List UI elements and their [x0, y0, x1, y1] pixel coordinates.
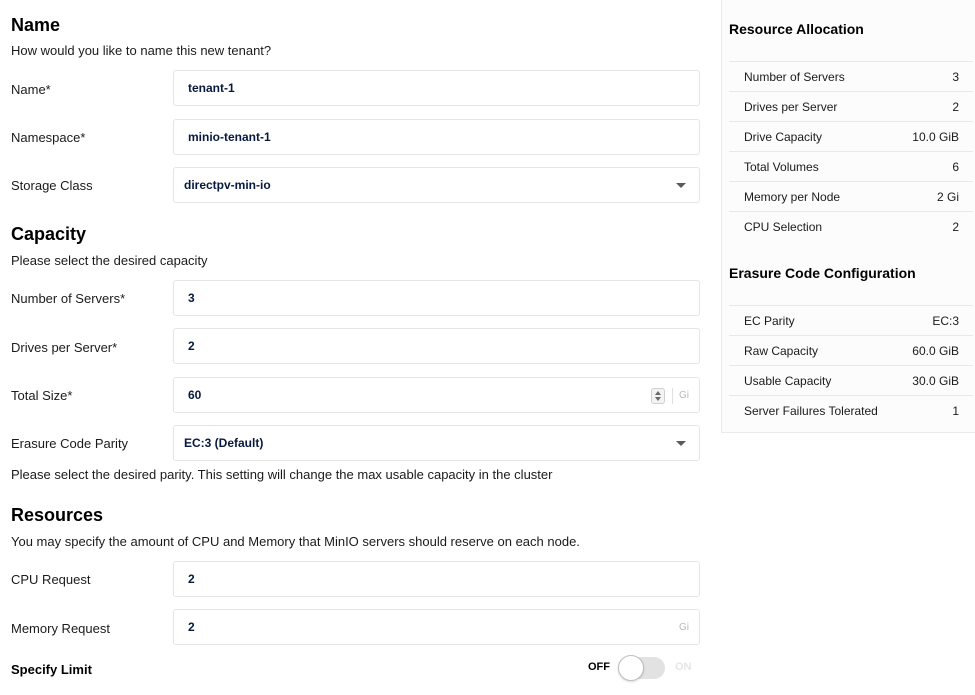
row-label: Number of Servers: [744, 69, 845, 84]
storage-class-label: Storage Class: [11, 178, 93, 193]
storage-class-select[interactable]: [173, 167, 700, 203]
row-value: 3: [952, 69, 959, 84]
row-label: EC Parity: [744, 313, 795, 328]
number-stepper-icon[interactable]: [651, 388, 665, 404]
chevron-down-icon: [676, 441, 686, 446]
row-label: Drives per Server: [744, 99, 838, 114]
total-size-input[interactable]: [173, 377, 700, 413]
memory-request-value: 2: [188, 620, 195, 634]
number-of-servers-input[interactable]: [173, 280, 700, 316]
row-value: 2: [952, 99, 959, 114]
row-value: 2 Gi: [936, 189, 959, 204]
row-label: CPU Selection: [744, 219, 823, 234]
table-row: [729, 91, 973, 121]
erasure-code-config-table: [729, 305, 973, 425]
table-row: [729, 335, 973, 365]
storage-class-value: directpv-min-io: [184, 178, 271, 192]
total-size-value: 60: [188, 388, 202, 402]
table-row: [729, 61, 973, 91]
cpu-request-value: 2: [188, 572, 195, 586]
memory-request-label: Memory Request: [11, 621, 110, 636]
summary-panel: [721, 0, 975, 433]
erasure-code-parity-label: Erasure Code Parity: [11, 436, 129, 451]
number-of-servers-label: Number of Servers*: [11, 291, 126, 306]
total-size-label: Total Size*: [11, 388, 73, 403]
unit-divider: [672, 388, 673, 404]
specify-limit-label: Specify Limit: [11, 662, 92, 677]
namespace-input-value: minio-tenant-1: [188, 130, 271, 144]
drives-per-server-input[interactable]: [173, 328, 700, 364]
total-size-unit: Gi: [679, 389, 689, 401]
row-label: Drive Capacity: [744, 129, 823, 144]
row-value: 2: [952, 219, 959, 234]
memory-request-unit: Gi: [679, 621, 689, 633]
resource-allocation-table: [729, 61, 973, 241]
name-section-title: Name: [11, 15, 61, 35]
table-row: [729, 305, 973, 335]
row-label: Server Failures Tolerated: [744, 403, 878, 418]
row-value: 6: [952, 159, 959, 174]
namespace-label: Namespace*: [11, 130, 86, 145]
toggle-on-label: ON: [675, 661, 692, 673]
row-label: Memory per Node: [744, 189, 841, 204]
memory-request-input[interactable]: [173, 609, 700, 645]
table-row: [729, 151, 973, 181]
toggle-knob[interactable]: [618, 655, 644, 681]
capacity-section-title: Capacity: [11, 224, 87, 244]
name-label: Name*: [11, 82, 51, 97]
row-value: 30.0 GiB: [912, 373, 959, 388]
row-label: Raw Capacity: [744, 343, 819, 358]
row-value: 10.0 GiB: [912, 129, 959, 144]
resource-allocation-title: Resource Allocation: [729, 21, 864, 37]
resources-section-description: You may specify the amount of CPU and Memory that MinIO servers should reserve on each node.: [11, 534, 580, 549]
table-row: [729, 395, 973, 425]
table-row: [729, 211, 973, 241]
number-of-servers-value: 3: [188, 291, 195, 305]
name-section-description: How would you like to name this new tenant?: [11, 43, 272, 58]
table-row: [729, 181, 973, 211]
row-label: Total Volumes: [744, 159, 819, 174]
drives-per-server-label: Drives per Server*: [11, 340, 118, 355]
name-input-value: tenant-1: [188, 81, 235, 95]
resources-section-title: Resources: [11, 505, 104, 525]
erasure-code-parity-value: EC:3 (Default): [184, 436, 264, 450]
cpu-request-label: CPU Request: [11, 572, 91, 587]
table-row: [729, 365, 973, 395]
chevron-down-icon: [676, 183, 686, 188]
cpu-request-input[interactable]: [173, 561, 700, 597]
parity-help-text: Please select the desired parity. This setting will change the max usable capacity in the cluster: [11, 467, 553, 482]
row-value: EC:3: [932, 313, 959, 328]
toggle-off-label: OFF: [588, 661, 610, 673]
name-input[interactable]: [173, 70, 700, 106]
row-label: Usable Capacity: [744, 373, 832, 388]
namespace-input[interactable]: [173, 119, 700, 155]
capacity-section-description: Please select the desired capacity: [11, 253, 208, 268]
table-row: [729, 121, 973, 151]
erasure-code-parity-select[interactable]: [173, 425, 700, 461]
row-value: 1: [952, 403, 959, 418]
row-value: 60.0 GiB: [912, 343, 959, 358]
drives-per-server-value: 2: [188, 339, 195, 353]
erasure-code-config-title: Erasure Code Configuration: [729, 265, 916, 281]
